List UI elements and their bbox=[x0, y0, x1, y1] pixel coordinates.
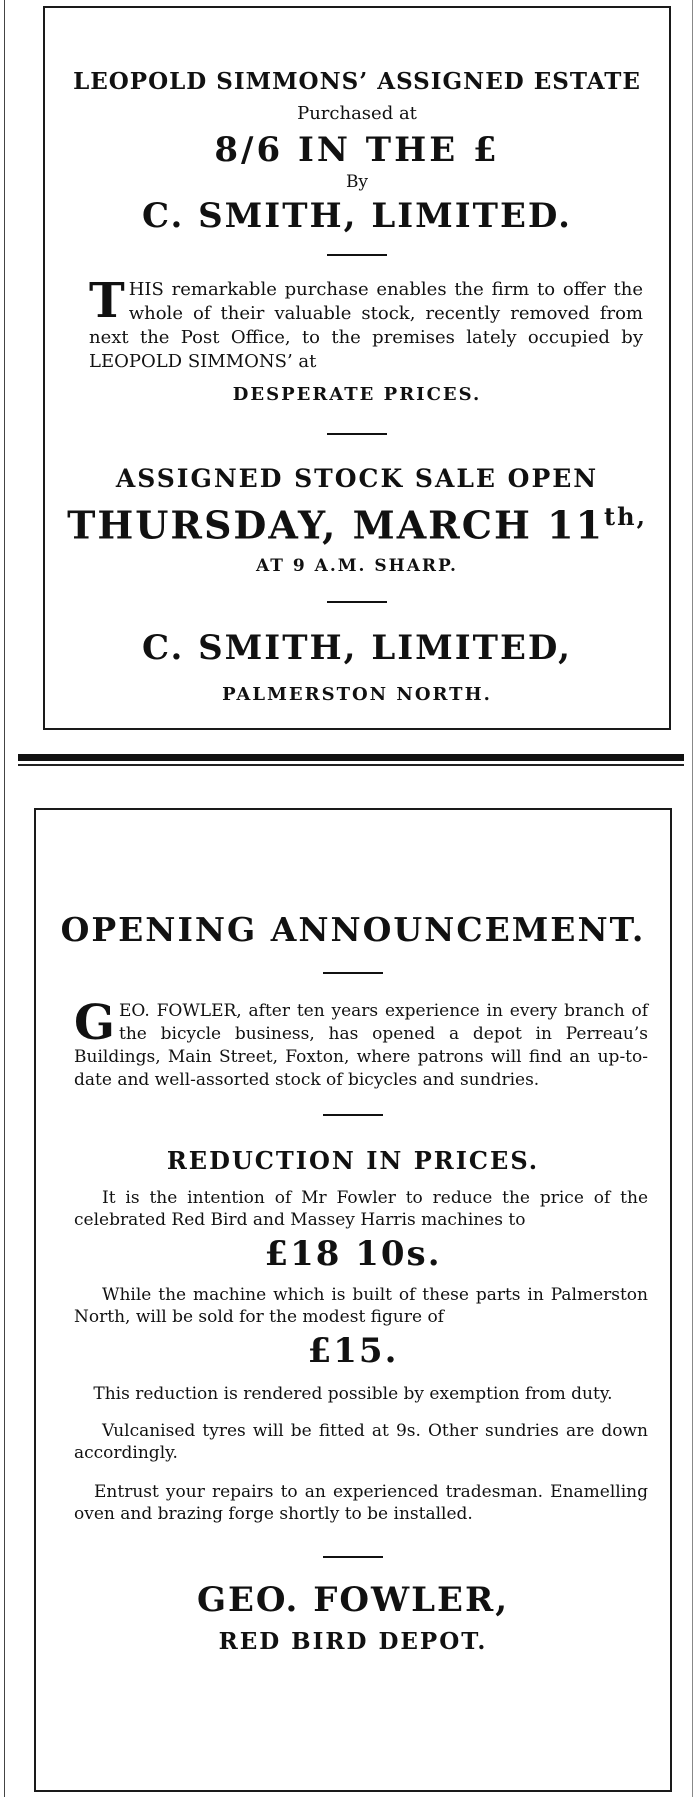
prices-line: DESPERATE PRICES. bbox=[232, 384, 482, 405]
by-line: By bbox=[345, 172, 369, 192]
divider-rule bbox=[36, 972, 670, 974]
divider-rule bbox=[45, 254, 669, 256]
body-text: HIS remarkable purchase enables the firm to offer the whole of their valuable stock, recently removed from next the Post Office, to the premises lately occupied by LEOPOLD SIMMONS’ at bbox=[89, 279, 643, 372]
body-text: EO. FOWLER, after ten years experience in every branch of the bicycle business, has opened a depot in Perreau’s Buildings, Main Street, Foxton, where patrons will find an up-to-date and well-assorted stock of bicycles and sundries. bbox=[74, 1001, 648, 1090]
firm-name: C. SMITH, LIMITED. bbox=[141, 196, 572, 236]
divider-rule bbox=[45, 433, 669, 435]
fowler-advertisement bbox=[34, 808, 672, 1792]
divider-rule bbox=[45, 601, 669, 603]
announcement-body bbox=[74, 995, 648, 1092]
announcement-title: OPENING ANNOUNCEMENT. bbox=[60, 910, 646, 949]
ad-body-paragraph bbox=[89, 273, 643, 374]
sale-date bbox=[45, 502, 669, 548]
section-divider bbox=[18, 754, 684, 761]
exemption-line: This reduction is rendered possible by exemption from duty. bbox=[93, 1384, 613, 1404]
sale-date-suffix: th, bbox=[604, 502, 647, 531]
sale-time: AT 9 A.M. SHARP. bbox=[256, 556, 458, 576]
smith-advertisement bbox=[43, 6, 671, 730]
drop-cap: G bbox=[74, 995, 115, 1051]
sale-date-text: THURSDAY, MARCH 11 bbox=[67, 502, 605, 548]
price-local-machine: £15. bbox=[307, 1331, 399, 1371]
local-machine-paragraph: While the machine which is built of these parts in Palmerston North, will be sold for the modest figure of bbox=[74, 1285, 648, 1327]
tyres-paragraph: Vulcanised tyres will be fitted at 9s. Other sundries are down accordingly. bbox=[74, 1421, 648, 1463]
fowler-firm-name: GEO. FOWLER, bbox=[196, 1580, 510, 1620]
depot-name: RED BIRD DEPOT. bbox=[218, 1628, 488, 1655]
column-rule-right bbox=[692, 0, 693, 1797]
footer-firm-name: C. SMITH, LIMITED, bbox=[141, 628, 572, 668]
reduction-heading: REDUCTION IN PRICES. bbox=[166, 1146, 540, 1175]
purchased-at-line: Purchased at bbox=[297, 103, 417, 124]
sale-line: ASSIGNED STOCK SALE OPEN bbox=[115, 464, 599, 493]
purchase-price: 8/6 IN THE £ bbox=[214, 130, 500, 170]
drop-cap: T bbox=[89, 273, 125, 329]
divider-rule bbox=[36, 1556, 670, 1558]
intention-paragraph: It is the intention of Mr Fowler to reduce the price of the celebrated Red Bird and Massey Harris machines to bbox=[74, 1188, 648, 1230]
repairs-paragraph: Entrust your repairs to an experienced tradesman. Enamelling oven and brazing forge shortly to be installed. bbox=[74, 1482, 648, 1524]
ad-heading: LEOPOLD SIMMONS’ ASSIGNED ESTATE bbox=[73, 68, 641, 95]
column-rule-left bbox=[4, 0, 5, 1797]
firm-location: PALMERSTON NORTH. bbox=[222, 684, 492, 705]
price-red-bird: £18 10s. bbox=[264, 1234, 442, 1274]
divider-rule bbox=[36, 1114, 670, 1116]
